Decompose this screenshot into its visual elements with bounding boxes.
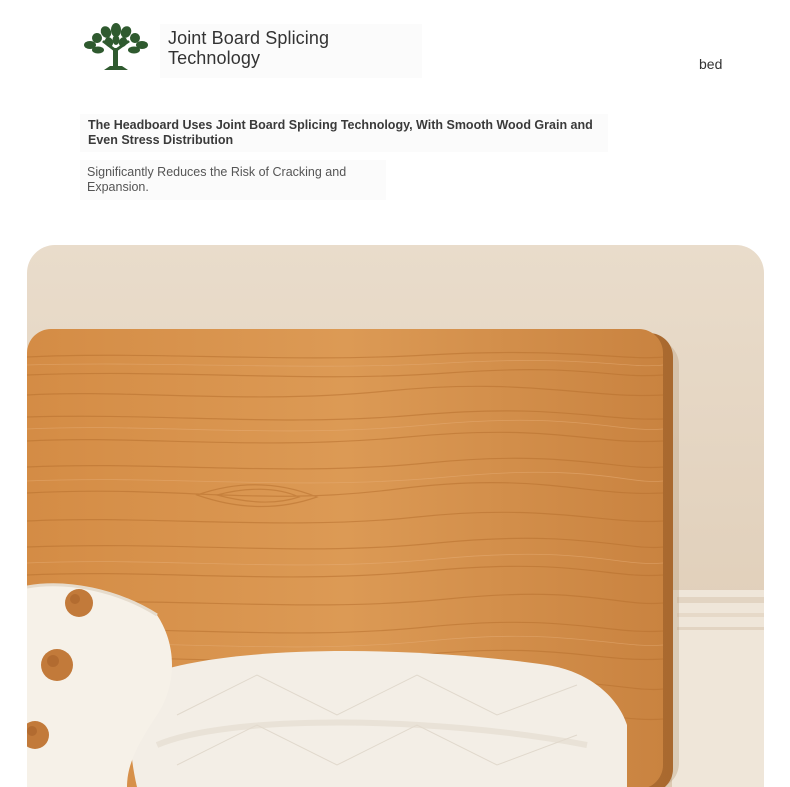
secondary-description: Significantly Reduces the Risk of Cracking and Expansion. xyxy=(87,165,347,194)
primary-description: The Headboard Uses Joint Board Splicing Technology, With Smooth Wood Grain and Even Stress Distribution xyxy=(88,118,593,147)
brand-logo xyxy=(82,22,150,72)
pillow-back xyxy=(130,651,627,787)
category-tag: bed xyxy=(699,56,723,72)
wall-moulding xyxy=(672,590,764,787)
section-title: Joint Board Splicing Technology xyxy=(168,28,330,68)
product-photo xyxy=(27,245,764,787)
tree-icon xyxy=(82,22,150,72)
